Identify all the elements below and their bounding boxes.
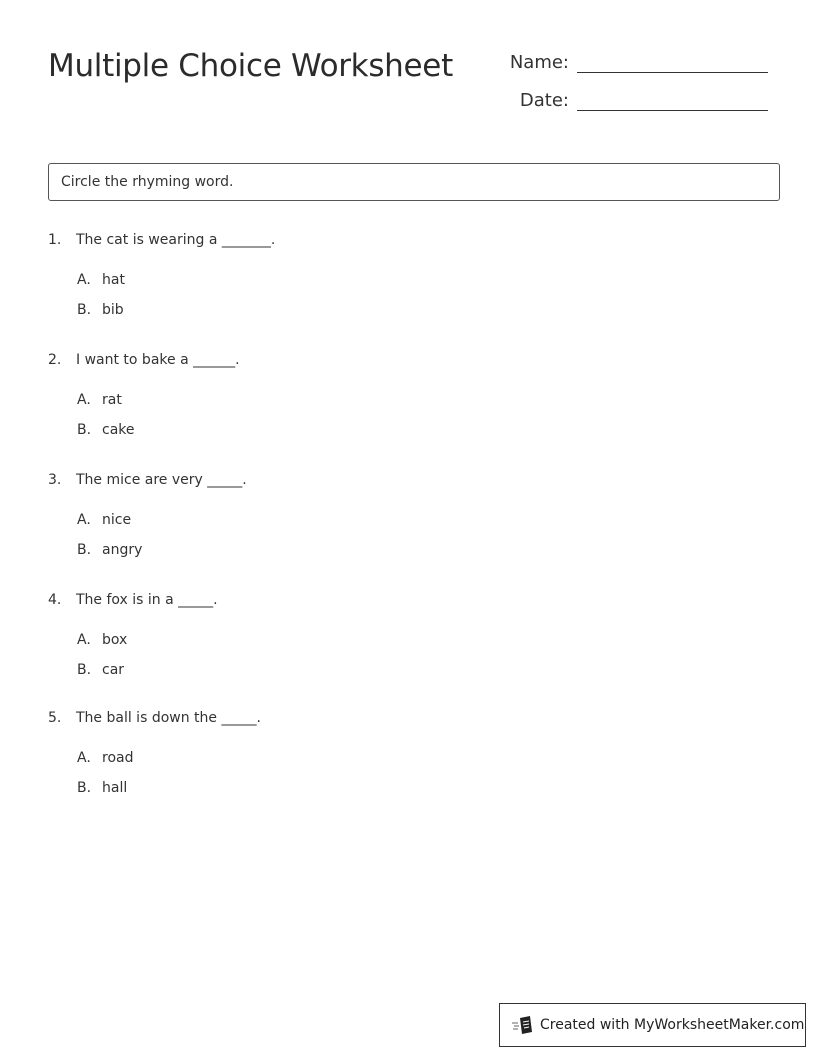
question-text: The fox is in a _____.: [76, 592, 218, 608]
question-text: I want to bake a ______.: [76, 352, 240, 368]
date-field: [520, 90, 768, 111]
footer-credit: [499, 1003, 806, 1047]
question-stem: [48, 708, 748, 728]
question-number: 1.: [48, 232, 62, 248]
option-letter: B.: [77, 302, 92, 318]
answer-option[interactable]: [77, 778, 748, 798]
option-text: nice: [102, 512, 132, 528]
option-letter: A.: [77, 750, 91, 766]
option-text: cake: [102, 422, 135, 438]
question-text: The mice are very _____.: [76, 472, 247, 488]
option-text: rat: [102, 392, 122, 408]
question-number: 4.: [48, 592, 62, 608]
option-text: car: [102, 662, 125, 678]
date-line[interactable]: [577, 90, 768, 111]
option-letter: A.: [77, 272, 91, 288]
option-letter: B.: [77, 422, 92, 438]
answer-option[interactable]: [77, 270, 748, 290]
question-5: [48, 708, 748, 798]
answer-option[interactable]: [77, 300, 748, 320]
option-letter: B.: [77, 780, 92, 796]
page-title: Multiple Choice Worksheet: [48, 48, 453, 84]
option-text: bib: [102, 302, 124, 318]
question-stem: [48, 470, 748, 490]
option-text: road: [102, 750, 134, 766]
option-text: box: [102, 632, 128, 648]
instructions-box: Circle the rhyming word.: [48, 163, 780, 201]
question-text: The cat is wearing a _______.: [76, 232, 276, 248]
option-letter: B.: [77, 542, 92, 558]
option-letter: A.: [77, 632, 91, 648]
footer-text: Created with MyWorksheetMaker.com: [540, 1017, 805, 1033]
option-text: angry: [102, 542, 143, 558]
question-text: The ball is down the _____.: [76, 710, 261, 726]
answer-option[interactable]: [77, 510, 748, 530]
option-letter: B.: [77, 662, 92, 678]
question-number: 2.: [48, 352, 62, 368]
question-2: [48, 350, 748, 440]
answer-option[interactable]: [77, 420, 748, 440]
question-stem: [48, 590, 748, 610]
option-letter: A.: [77, 392, 91, 408]
answer-option[interactable]: [77, 630, 748, 650]
question-1: [48, 230, 748, 320]
question-stem: [48, 350, 748, 370]
option-text: hall: [102, 780, 128, 796]
answer-option[interactable]: [77, 748, 748, 768]
answer-option[interactable]: [77, 540, 748, 560]
question-number: 5.: [48, 710, 62, 726]
question-4: [48, 590, 748, 680]
answer-option[interactable]: [77, 660, 748, 680]
question-3: [48, 470, 748, 560]
question-number: 3.: [48, 472, 62, 488]
option-text: hat: [102, 272, 125, 288]
name-field: [510, 52, 768, 73]
date-label: Date:: [519, 90, 569, 111]
name-line[interactable]: [577, 52, 768, 73]
name-label: Name:: [509, 52, 569, 73]
option-letter: A.: [77, 512, 91, 528]
answer-option[interactable]: [77, 390, 748, 410]
question-stem: [48, 230, 748, 250]
worksheet-maker-logo-icon: [512, 1015, 534, 1035]
